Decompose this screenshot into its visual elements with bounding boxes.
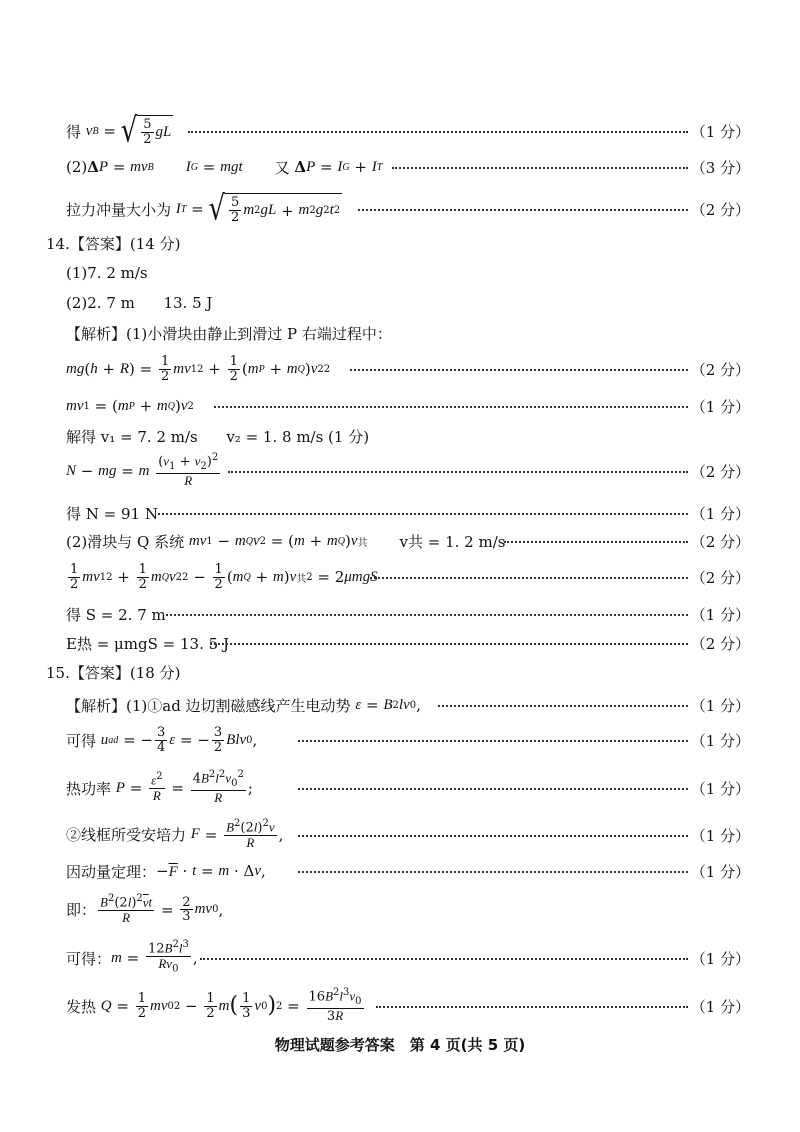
equation-substitution: 即： $\frac{B^2(2l)^2\overline{v}t}{R}$ = $\frac{2}{3}$ mv 0 , bbox=[66, 893, 224, 926]
solution-velocities: 解得 v₁ = 7. 2 m/s v₂ = 1. 8 m/s (1 分) bbox=[66, 427, 370, 446]
equation-power: 热功率 P = $\frac{\varepsilon^2}{R}$ = $\frac{4B^2l^2v_0^2}{R}$ ; （1 分） bbox=[66, 769, 750, 805]
question-14-title: 14.【答案】(14 分) bbox=[46, 234, 181, 253]
answer-2: (2)2. 7 m 13. 5 J bbox=[66, 294, 213, 312]
equation-system-momentum: (2)滑块与 Q 系统 mv 1 − m Q v 2 = ( m + m Q ) v 共 v共 = 1. 2 m/s （2 分） bbox=[66, 532, 750, 551]
equation-ampere-force: ②线框所受安培力 F = $\frac{B^2(2l)^2v}{R}$ , （1 分） bbox=[66, 818, 750, 851]
analysis-heading: 【解析】(1)小滑块由静止到滑过 P 右端过程中： bbox=[66, 324, 392, 343]
line-impulse: 拉力冲量大小为 I T = √ $\frac{5}{2}$ m 2 gL + m 2 g 2 t 2 （2 分） bbox=[66, 189, 750, 229]
score: （2 分） bbox=[690, 200, 750, 219]
question-15-title: 15.【答案】(18 分) bbox=[46, 663, 181, 682]
line-vb: 得 v B = √ $\frac{5}{2}$ gL （1 分） bbox=[66, 111, 750, 151]
line-prefix: 拉力冲量大小为 bbox=[66, 200, 172, 219]
score: （1 分） bbox=[690, 122, 750, 141]
equation-momentum: mv 1 = ( m P + m Q ) v 2 （1 分） bbox=[66, 397, 750, 416]
result-heat: E热 = μmgS = 13. 5 J （2 分） bbox=[66, 634, 750, 653]
result-distance: 得 S = 2. 7 m （1 分） bbox=[66, 605, 750, 624]
line-momentum: (2) Δ P = mv B I G = mgt 又 Δ P = I G + I T （3 分） bbox=[66, 158, 750, 177]
equation-normal-force: N − mg = m $\frac{(v_1 + v_2)^2}{R}$ （2 分） bbox=[66, 452, 750, 488]
equation-impulse-theorem: 因动量定理： − $\overline{F}$ · t = m · Δ v , （1 分） bbox=[66, 862, 750, 881]
line-prefix: 得 bbox=[66, 122, 82, 141]
equation-emf: 【解析】(1)①ad 边切割磁感线产生电动势 ε = B 2 lv 0 , （1 分） bbox=[66, 696, 750, 715]
equation-energy-friction: $\frac{1}{2}$ mv 1 2 + $\frac{1}{2}$ m Q v 2 2 − $\frac{1}{2}$ ( m Q + m ) v 共 2 = 2 μmgS （2 分） bbox=[70, 561, 750, 592]
result-normal-force: 得 N = 91 N （1 分） bbox=[66, 504, 750, 523]
page-footer: 物理试题参考答案 第 4 页(共 5 页) bbox=[274, 1036, 526, 1054]
score: （3 分） bbox=[690, 158, 750, 177]
equation-voltage: 可得 u ad = − $\frac{3}{4}$ ε = − $\frac{3}{2}$ Blv 0 , （1 分） bbox=[66, 724, 750, 755]
equation-energy: mg ( h + R ) = $\frac{1}{2}$ mv 1 2 + $\frac{1}{2}$ ( m P + m Q ) v 2 2 （2 分） bbox=[66, 353, 750, 384]
equation-heat: 发热 Q = $\frac{1}{2}$ mv 0 2 − $\frac{1}{2}$ m ( $\frac{1}{3}$ v 0 ) 2 = $\frac{16B^2l^3v_0}{3R}$ （1 分） bbox=[66, 987, 750, 1024]
sqrt-expression: √ $\frac{5}{2}$ gL bbox=[120, 111, 172, 151]
answer-1: (1)7. 2 m/s bbox=[66, 264, 148, 282]
equation-mass: 可得： m = $\frac{12B^2l^3}{Rv_0}$ , （1 分） bbox=[66, 939, 750, 976]
